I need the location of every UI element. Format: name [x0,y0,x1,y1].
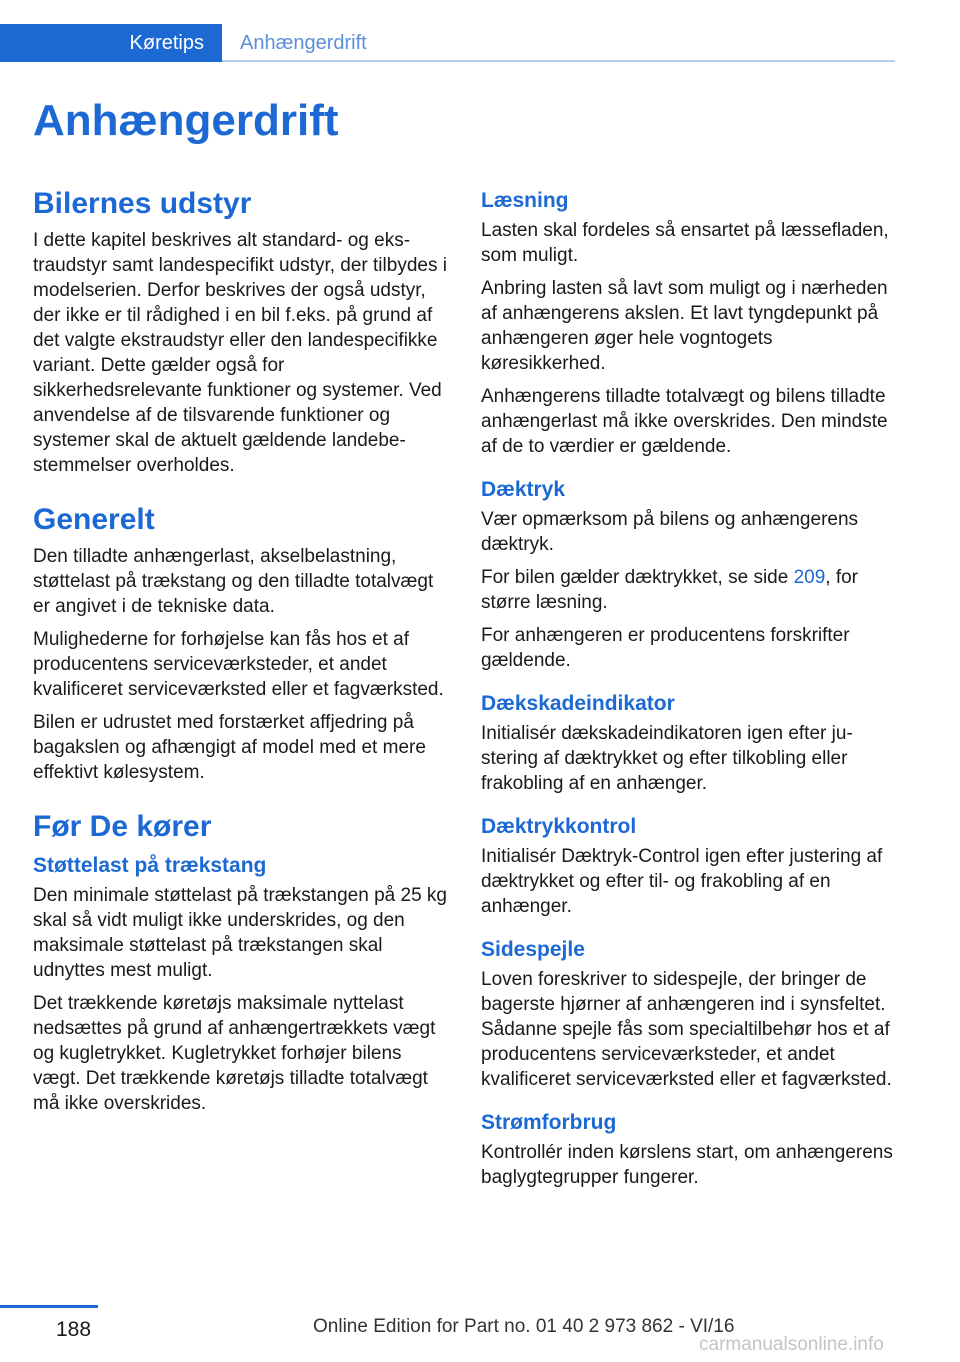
paragraph [481,565,901,615]
page-number: 188 [56,1318,92,1341]
section-generelt [33,502,453,785]
subsection-heading: Dækskadeindikator [481,692,675,715]
section-heading: Før De kører [33,810,212,843]
tab-anhaengerdrift[interactable]: Anhængerdrift [240,31,367,54]
subsection-heading: Støttelast på trækstang [33,854,267,877]
paragraph: Anbring lasten så lavt som muligt og i nærheden af anhængerens akslen. Et lavt tyngdepunkt på anhængeren øger hele vogntogets køresikkerhed. [481,278,888,374]
section-daektrykkontrol [481,812,901,919]
page-title: Anhængerdrift [33,96,339,145]
paragraph: Bilen er udrustet med forstærket affjedring på bagakslen og afhængigt af model med et mere effektivt kølesystem. [33,712,426,783]
watermark: carmanualsonline.info [699,1334,884,1355]
header-divider [222,60,895,62]
tab-koretips[interactable]: Køretips [0,24,222,62]
paragraph: Kontrollér inden kørslens start, om anhængerens baglygtegrupper fungerer. [481,1142,893,1188]
text: , for større læsning. [481,567,859,613]
section-heading: Bilernes udstyr [33,187,252,220]
left-column [33,186,453,1140]
section-for-de-korer [33,809,453,1116]
subsection-heading: Strømforbrug [481,1111,617,1134]
paragraph: Den minimale støttelast på trækstangen på 25 kg skal så vidt muligt ikke underskrides, og den maksimale støttelast på trækstangen skal udnyttes mest muligt. [33,885,447,981]
right-column [481,186,901,1206]
paragraph: Mulighederne for forhøjelse kan fås hos et af producentens serviceværksteder, et andet kvalificeret serviceværksted eller et fagværksted. [33,629,444,700]
edition-note: Online Edition for Part no. 01 40 2 973 862 - VI/16 [313,1316,735,1337]
section-heading: Generelt [33,503,155,536]
subsection-heading: Dæktrykkontrol [481,815,637,838]
section-daektryk [481,475,901,673]
page-link[interactable]: 209 [793,567,826,588]
section-laesning [481,186,901,459]
paragraph: Anhængerens tilladte totalvægt og bilens tilladte anhængerlast må ikke overskrides. Den mindste af de to værdier er gældende. [481,386,888,457]
paragraph: Initialisér Dæktryk-Control igen efter justering af dæktrykket og efter til- og frakobling af en anhænger. [481,846,883,917]
header-bar [0,24,895,64]
subsection-heading: Læsning [481,189,569,212]
section-bilernes-udstyr [33,186,453,478]
paragraph: Det trækkende køretøjs maksimale nyttelast nedsættes på grund af anhængertrækkets vægt og kugletrykket. Kugletrykket forhøjer bilens vægt. Det trækkende køretøjs tilladte totalvægt må ikke overskrides. [33,993,436,1114]
paragraph: Initialisér dækskadeindikatoren igen efter justering af dæktrykket og efter tilkobling eller frakobling af en anhænger. [481,723,853,794]
subsection-heading: Dæktryk [481,478,566,501]
text: For bilen gælder dæktrykket, se side [481,567,794,588]
section-daekskadeindikator [481,689,901,796]
subsection-heading: Sidespejle [481,938,585,961]
paragraph: I dette kapitel beskrives alt standard- og ekstraudstyr samt landespecifikt udstyr, der tilbydes i modelserien. Derfor beskrives der også udstyr, der ikke er til rådighed i en bil f.eks. på grund af det valgte ekstraudstyr eller den landespecifikke variant. Dette gælder også for sikkerhedsrelevante funktioner og systemer. Ved anvendelse af de tilsvarende funktioner og systemer skal de aktuelt gældende landebestemmelser overholdes. [33,230,447,476]
paragraph: Loven foreskriver to sidespejle, der bringer de bagerste hjørner af anhængeren ind i synsfeltet. Sådanne spejle fås som specialtilbehør hos et af producentens serviceværksteder, et andet kvalificeret serviceværksted eller et fagværksted. [481,969,892,1090]
paragraph: For anhængeren er producentens forskrifter gældende. [481,625,850,671]
section-stromforbrug [481,1108,901,1190]
paragraph: Vær opmærksom på bilens og anhængerens dæktryk. [481,509,859,555]
section-sidespejle [481,935,901,1092]
footer-divider [0,1305,98,1308]
paragraph: Den tilladte anhængerlast, akselbelastning, støttelast på trækstang og den tilladte totalvægt er angivet i de tekniske data. [33,546,434,617]
paragraph: Lasten skal fordeles så ensartet på læssefladen, som muligt. [481,220,889,266]
